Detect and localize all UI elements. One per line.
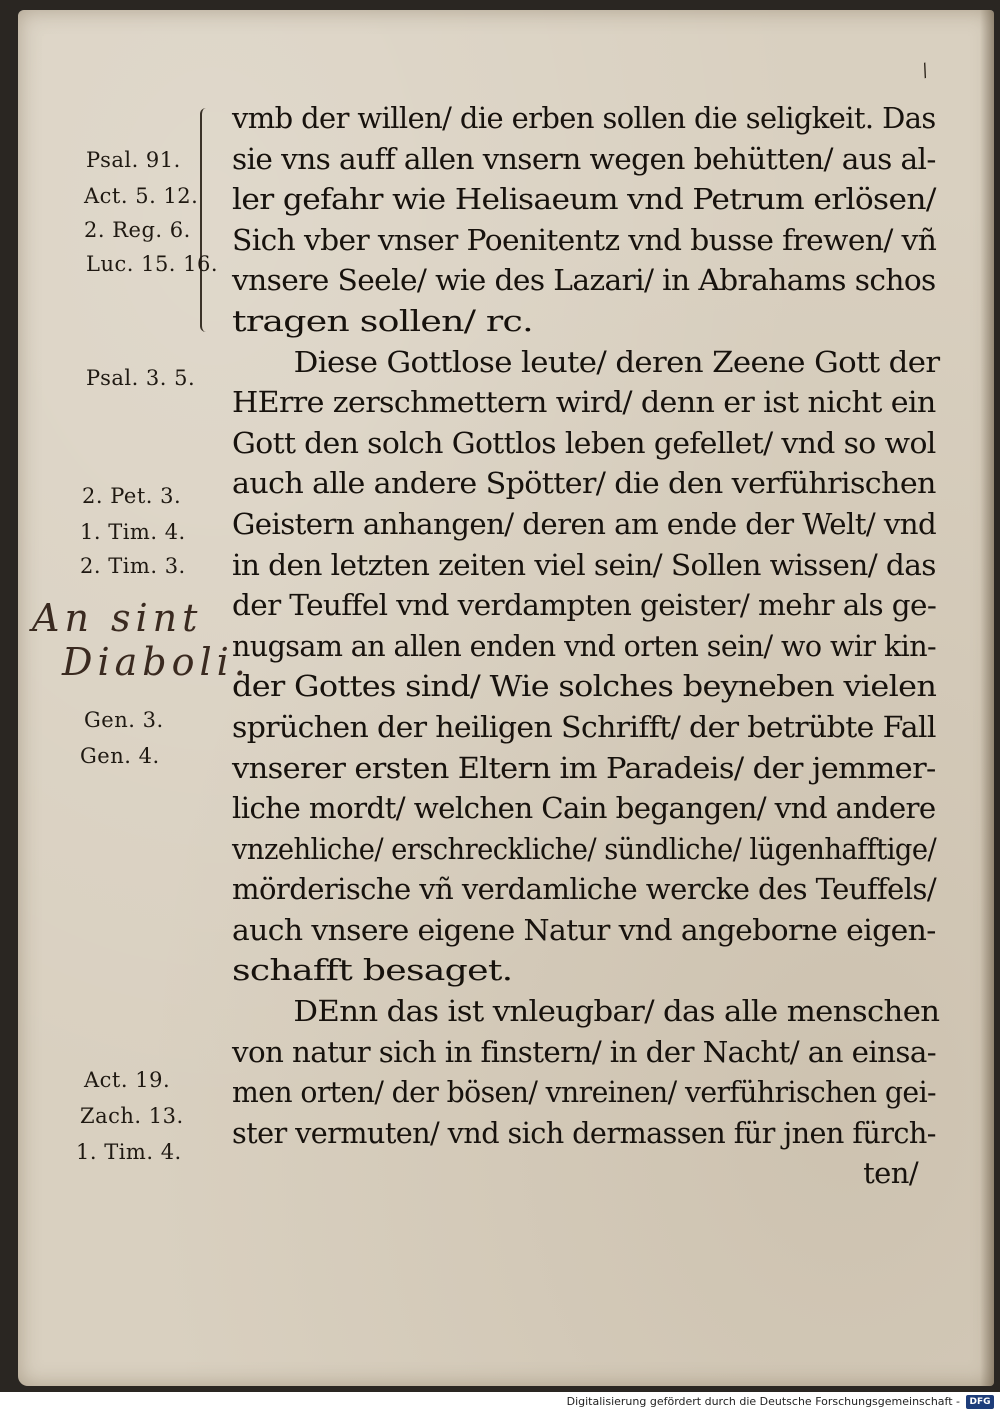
body-text <box>232 98 940 1194</box>
margin-ref: Luc. 15. 16. <box>86 252 219 276</box>
text-line: Geistern anhangen/ deren am ende der Welt/ vnd <box>232 506 937 541</box>
margin-ref: Gen. 4. <box>80 744 160 768</box>
text-line: men orten/ der bösen/ vnreinen/ verführischen gei- <box>232 1075 937 1110</box>
text-line: sie vns auff allen vnsern wegen behütten/ aus al- <box>232 141 936 176</box>
text-line: nugsam an allen enden vnd orten sein/ wo wir kin- <box>232 628 937 663</box>
text-line: ten/ <box>863 1156 918 1191</box>
text-line: DEnn das ist vnleugbar/ das alle menschen <box>293 994 940 1029</box>
text-line: liche mordt/ welchen Cain begangen/ vnd andere <box>232 791 936 826</box>
text-line: auch vnsere eigene Natur vnd angeborne eigen- <box>232 912 936 947</box>
footer-credit-bar <box>0 1392 1000 1414</box>
text-line: ster vermuten/ vnd sich dermassen für jnen fürch- <box>232 1115 936 1150</box>
text-line: vnzehliche/ erschreckliche/ sündliche/ lügenhafftige/ <box>232 831 937 866</box>
text-line: der Gottes sind/ Wie solches beyneben vielen <box>232 669 937 704</box>
margin-ref: 1. Tim. 4. <box>80 520 186 544</box>
corner-mark: / <box>918 59 932 82</box>
text-line: von natur sich in finstern/ in der Nacht/ an einsa- <box>232 1034 937 1069</box>
dfg-logo: DFG <box>966 1395 994 1409</box>
text-line: tragen sollen/ rc. <box>232 303 533 338</box>
text-line: ler gefahr wie Helisaeum vnd Petrum erlösen/ <box>232 182 936 217</box>
margin-ref: 2. Tim. 3. <box>80 554 186 578</box>
footer-credit-text: Digitalisierung gefördert durch die Deutsche Forschungsgemeinschaft - <box>566 1395 960 1408</box>
margin-ref: 1. Tim. 4. <box>76 1140 182 1164</box>
text-line: vnserer ersten Eltern im Paradeis/ der jemmer- <box>232 750 936 785</box>
margin-ref: Psal. 91. <box>86 148 181 172</box>
text-line: schafft besaget. <box>232 953 513 988</box>
margin-ref: 2. Reg. 6. <box>84 218 191 242</box>
text-line: Sich vber vnser Poenitentz vnd busse frewen/ vñ <box>232 222 937 257</box>
text-line: Diese Gottlose leute/ deren Zeene Gott der <box>293 344 940 379</box>
text-line: in den letzten zeiten viel sein/ Sollen wissen/ das <box>232 547 936 582</box>
margin-bracket-line <box>200 108 206 332</box>
text-line: Gott den solch Gottlos leben gefellet/ vnd so wol <box>232 425 936 460</box>
text-line: vmb der willen/ die erben sollen die seligkeit. Das <box>232 101 936 135</box>
margin-ref: Zach. 13. <box>80 1104 184 1128</box>
text-line: auch alle andere Spötter/ die den verführischen <box>232 466 936 501</box>
text-line: der Teuffel vnd verdampten geister/ mehr als ge- <box>232 588 937 623</box>
margin-ref: 2. Pet. 3. <box>82 484 182 508</box>
text-line: sprüchen der heiligen Schrifft/ der betrübte Fall <box>232 709 936 744</box>
margin-ref: Act. 5. 12. <box>84 184 199 208</box>
text-line: mörderische vñ verdamliche wercke des Teuffels/ <box>232 872 937 907</box>
handwritten-note-line: Diaboli. <box>62 640 251 684</box>
text-line: HErre zerschmettern wird/ denn er ist nicht ein <box>232 385 936 420</box>
margin-ref: Act. 19. <box>84 1068 171 1092</box>
handwritten-note-line: An sint <box>32 596 203 640</box>
margin-ref: Gen. 3. <box>84 708 164 732</box>
margin-ref: Psal. 3. 5. <box>86 366 196 390</box>
text-line: vnsere Seele/ wie des Lazari/ in Abrahams schos <box>232 263 936 298</box>
